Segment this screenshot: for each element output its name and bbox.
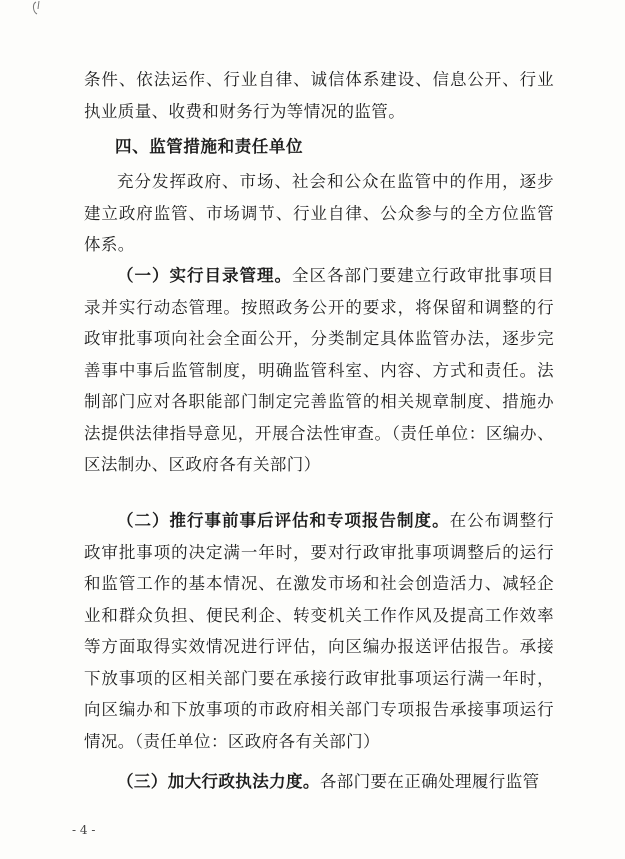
section-heading: 四、监管措施和责任单位: [115, 137, 304, 156]
item-1-title: （一）实行目录管理。: [117, 266, 293, 285]
item-2-title: （二）推行事前事后评估和专项报告制度。: [117, 511, 450, 530]
page-number: - 4 -: [72, 823, 96, 837]
item-2-body: 在公布调整行政审批事项的决定满一年时，要对行政审批事项调整后的运行和监管工作的基本情况、在激发市场和社会创造活力、减轻企业和群众负担、便民利企、转变机关工作作风及提高工作效率等方面取得实效情况进行评估，向区编办报送评估报告。承接下放事项的区相关部门要在承接行政审批事项运行满一年时，向区编办和下放事项的市政府相关部门专项报告承接事项运行情况。（责任单位：区政府各有关部门）: [84, 511, 554, 751]
scan-mark-icon: [28, 0, 48, 18]
paragraph-item-2: [84, 505, 554, 757]
paragraph-item-3: [84, 766, 554, 798]
paragraph-overview: 充分发挥政府、市场、社会和公众在监管中的作用，逐步建立政府监管、市场调节、行业自律、公众参与的全方位监管体系。: [84, 172, 554, 254]
item-3-title: （三）加大行政执法力度。: [117, 772, 320, 791]
paragraph-item-1: [84, 260, 554, 481]
item-3-body: 各部门要在正确处理履行监管: [319, 772, 540, 791]
item-1-body: 全区各部门要建立行政审批事项目录并实行动态管理。按照政务公开的要求，将保留和调整的行政审批事项向社会全面公开，分类制定具体监管办法，逐步完善事中事后监管制度，明确监管科室、内容、方式和责任。法制部门应对各职能部门制定完善监管的相关规章制度、措施办法提供法律指导意见，开展合法性审查。（责任单位：区编办、区法制办、区政府各有关部门）: [84, 266, 555, 474]
paragraph-continuation: 条件、依法运作、行业自律、诚信体系建设、信息公开、行业执业质量、收费和财务行为等情况的监管。: [84, 70, 554, 121]
